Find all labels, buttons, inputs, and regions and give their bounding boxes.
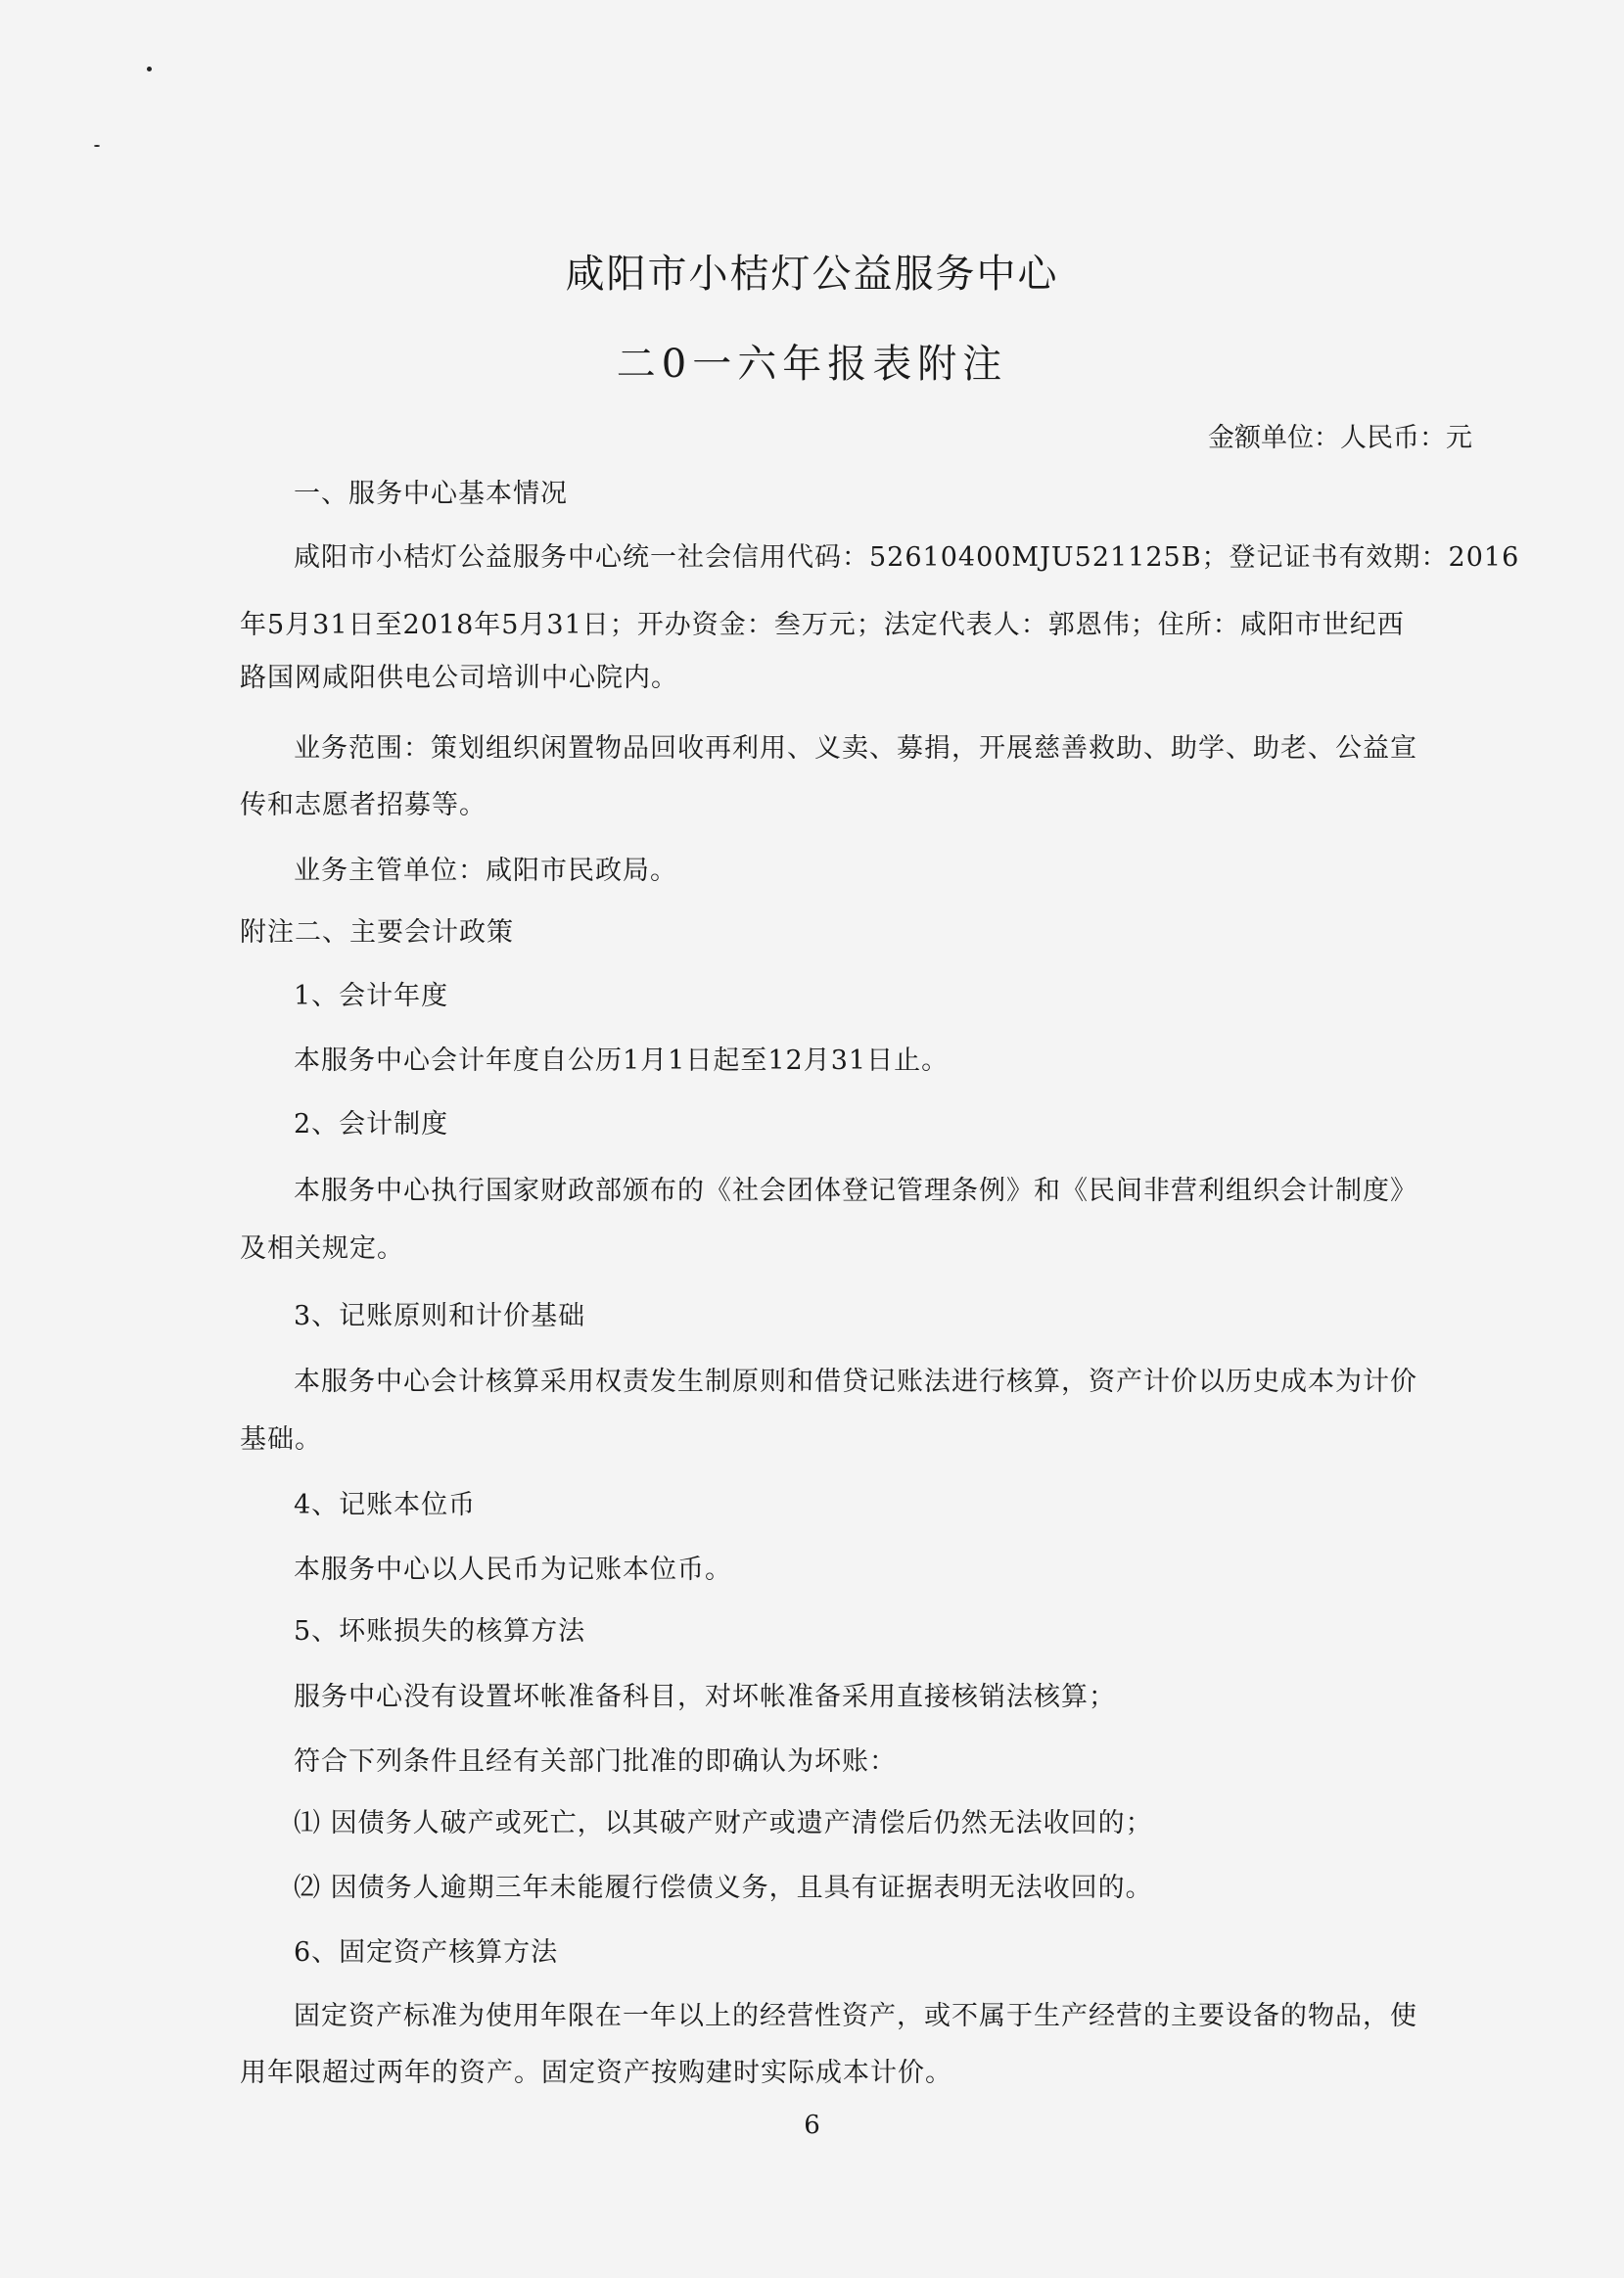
- paragraph-line: 基础。: [240, 1424, 322, 1455]
- paragraph-line: 业务范围：策划组织闲置物品回收再利用、义卖、募捐，开展慈善救助、助学、助老、公益宣: [294, 733, 1417, 764]
- section-heading: 一、服务中心基本情况: [294, 479, 568, 509]
- subsection-heading: 1、会计年度: [294, 981, 449, 1011]
- paragraph-line: 固定资产标准为使用年限在一年以上的经营性资产，或不属于生产经营的主要设备的物品，使: [294, 2001, 1417, 2031]
- paragraph-line: 咸阳市小桔灯公益服务中心统一社会信用代码：52610400MJU521125B；登记证书有效期：2016: [294, 542, 1520, 573]
- document-subtitle: 二0一六年报表附注: [616, 342, 1008, 387]
- paragraph-line: 本服务中心以人民币为记账本位币。: [294, 1555, 732, 1585]
- list-item: ⑵ 因债务人逾期三年未能履行偿债义务，且具有证据表明无法收回的。: [294, 1873, 1153, 1903]
- scan-speck: [147, 67, 152, 71]
- paragraph-line: 年5月31日至2018年5月31日；开办资金：叁万元；法定代表人：郭恩伟；住所：咸阳市世纪西: [240, 610, 1405, 640]
- subsection-heading: 6、固定资产核算方法: [294, 1937, 559, 1968]
- paragraph-line: 传和志愿者招募等。: [240, 790, 487, 820]
- paragraph-line: 及相关规定。: [240, 1233, 404, 1264]
- paragraph-line: 本服务中心执行国家财政部颁布的《社会团体登记管理条例》和《民间非营利组织会计制度》: [294, 1176, 1417, 1206]
- list-item: ⑴ 因债务人破产或死亡，以其破产财产或遗产清偿后仍然无法收回的；: [294, 1808, 1153, 1838]
- paragraph-line: 服务中心没有设置坏帐准备科目，对坏帐准备采用直接核销法核算；: [294, 1682, 1116, 1712]
- paragraph-line: 用年限超过两年的资产。固定资产按购建时实际成本计价。: [240, 2058, 952, 2088]
- subsection-heading: 2、会计制度: [294, 1109, 449, 1139]
- paragraph-line: 本服务中心会计核算采用权责发生制原则和借贷记账法进行核算，资产计价以历史成本为计价: [294, 1367, 1417, 1397]
- document-title: 咸阳市小桔灯公益服务中心: [565, 252, 1059, 297]
- subsection-heading: 4、记账本位币: [294, 1490, 477, 1520]
- paragraph-line: 路国网咸阳供电公司培训中心院内。: [240, 663, 678, 693]
- currency-unit: 金额单位：人民币：元: [1208, 423, 1472, 453]
- paragraph-line: 本服务中心会计年度自公历1月1日起至12月31日止。: [294, 1046, 950, 1076]
- page-number: 6: [804, 2111, 820, 2140]
- scan-speck: [94, 145, 100, 147]
- section-heading: 附注二、主要会计政策: [240, 917, 514, 948]
- paragraph-line: 业务主管单位：咸阳市民政局。: [294, 856, 677, 886]
- subsection-heading: 5、坏账损失的核算方法: [294, 1616, 586, 1647]
- subsection-heading: 3、记账原则和计价基础: [294, 1301, 586, 1331]
- paragraph-line: 符合下列条件且经有关部门批准的即确认为坏账：: [294, 1746, 897, 1777]
